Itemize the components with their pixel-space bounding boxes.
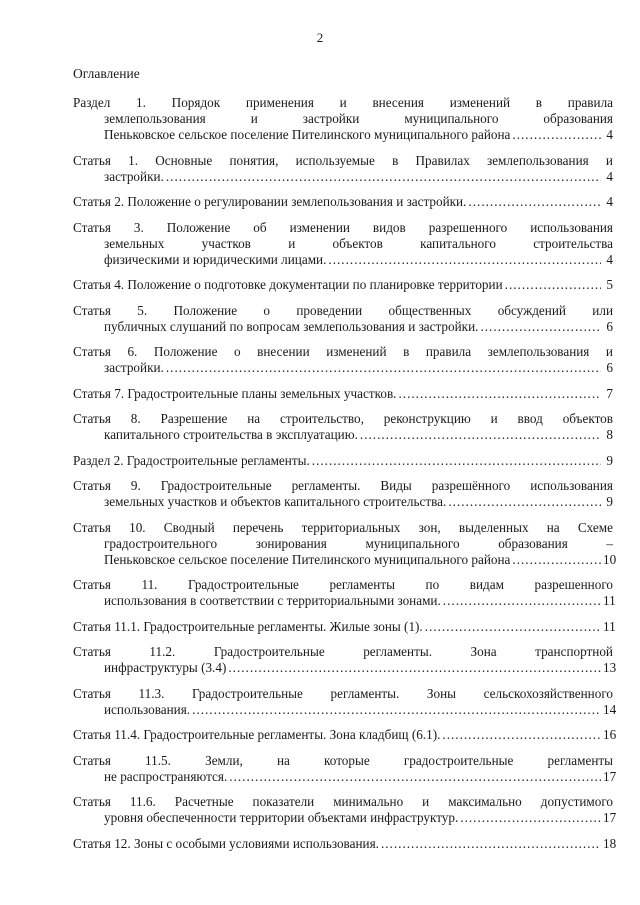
toc-entry[interactable]	[73, 752, 617, 785]
toc-entry-line: земельных участков и объектов капитального строительства	[104, 235, 613, 251]
toc-entry[interactable]	[73, 835, 617, 852]
dot-leader	[381, 836, 601, 852]
toc-entry[interactable]	[73, 727, 617, 743]
toc-entry[interactable]	[73, 519, 617, 568]
toc-title: Оглавление	[73, 66, 140, 81]
toc-entry-text: Статья 11.4. Градостроительные регламенты. Зона кладбищ (6.1).	[73, 727, 441, 742]
toc-entry-text: использования в соответствии с территориальными зонами.	[104, 593, 441, 608]
toc-entry-last-line	[73, 701, 617, 718]
toc-page-number: 5	[606, 277, 613, 292]
toc-entry-text: земельных участков и объектов капитального строительства.	[104, 494, 447, 509]
toc-page-number: 13	[603, 660, 617, 675]
toc-entry-line: Статья 11.3. Градостроительные регламенты. Зоны сельскохозяйственного	[73, 685, 613, 701]
toc-entry-last-line	[73, 169, 613, 185]
toc-page-number: 8	[606, 427, 613, 442]
toc-entry-text: Раздел 2. Градостроительные регламенты.	[73, 452, 310, 468]
dot-leader	[512, 552, 601, 568]
toc-entry[interactable]	[73, 277, 613, 293]
toc-entry-last-line	[73, 360, 613, 376]
dot-leader	[425, 619, 601, 635]
dot-leader	[166, 169, 601, 185]
toc-entry-text: Пеньковское сельское поселение Пителинского муниципального района	[104, 127, 511, 142]
toc-entry-last-line	[73, 768, 617, 785]
dot-leader	[460, 810, 601, 826]
toc-entry-line: Статья 11.6. Расчетные показатели минимально и максимально допустимого	[73, 794, 613, 809]
toc-entry-line: Раздел 1. Порядок применения и внесения изменений в правила	[73, 95, 613, 110]
toc-entry-last-line	[73, 252, 613, 268]
toc-page-number: 9	[606, 494, 613, 509]
toc-entry-text: Статья 7. Градостроительные планы земельных участков.	[73, 385, 397, 401]
toc-page-number: 17	[603, 810, 617, 825]
toc-entry-last-line	[73, 319, 613, 335]
toc-page-number: 4	[606, 168, 613, 184]
toc-entry-text: Статья 4. Положение о подготовке документации по планировке территории	[73, 277, 503, 292]
toc-entry-last-line	[73, 453, 613, 469]
toc-entry-text: физическими и юридическими лицами.	[104, 251, 327, 267]
toc-entry[interactable]	[73, 411, 613, 443]
toc-entry-line: Статья 5. Положение о проведении общественных обсуждений или	[73, 302, 613, 318]
toc-entry[interactable]	[73, 95, 613, 143]
toc-entry[interactable]	[73, 153, 613, 185]
toc-entry-line: Статья 10. Сводный перечень территориальных зон, выделенных на Схеме	[73, 519, 613, 535]
toc-entry-text: Статья 11.1. Градостроительные регламенты. Жилые зоны (1).	[73, 618, 423, 634]
toc-entry[interactable]	[73, 344, 613, 376]
dot-leader	[166, 360, 601, 376]
dot-leader	[229, 769, 601, 785]
page-number: 2	[316, 30, 324, 45]
toc-entry-text: инфраструктуры (3.4)	[104, 660, 227, 675]
toc-entry[interactable]	[73, 644, 617, 676]
toc-entry-line: Статья 9. Градостроительные регламенты. Виды разрешённого использования	[73, 478, 613, 493]
toc-entry-text: публичных слушаний по вопросам землепользования и застройки.	[104, 318, 479, 334]
toc-entry[interactable]	[73, 794, 617, 826]
dot-leader	[192, 702, 601, 718]
toc-page-number: 14	[603, 701, 617, 717]
toc-entry-text: использования.	[104, 701, 191, 717]
toc-entry[interactable]	[73, 685, 617, 718]
toc-entry[interactable]	[73, 220, 613, 268]
toc-entry-text: Статья 12. Зоны с особыми условиями использования.	[73, 835, 379, 851]
toc-entry-line: градостроительного зонирования муниципального образования –	[104, 535, 613, 551]
dot-leader	[442, 727, 601, 743]
toc-entry-last-line	[73, 618, 616, 635]
toc-entry-last-line	[73, 593, 616, 609]
dot-leader	[360, 427, 601, 443]
dot-leader	[448, 494, 601, 510]
toc-entry-last-line	[73, 660, 617, 676]
dot-leader	[468, 194, 601, 210]
toc-page-number: 9	[606, 452, 613, 468]
dot-leader	[312, 453, 601, 469]
toc-entry[interactable]	[73, 194, 613, 210]
toc-entry[interactable]	[73, 386, 613, 402]
toc-entry-last-line	[73, 194, 613, 210]
toc-page-number: 7	[606, 385, 613, 401]
toc-entry-text: застройки.	[104, 360, 164, 375]
toc-page-number: 6	[606, 360, 613, 375]
toc-page-number: 18	[603, 835, 617, 851]
toc-entry-text: уровня обеспеченности территории объектами инфраструктур.	[104, 810, 459, 825]
toc-entry-text: Статья 2. Положение о регулировании землепользования и застройки.	[73, 194, 467, 209]
toc-entry-last-line	[73, 127, 613, 143]
toc-page-number: 4	[606, 127, 613, 142]
toc-page-number: 10	[603, 551, 617, 567]
toc-entry-line: землепользования и застройки муниципального образования	[104, 111, 613, 126]
toc-entry-line: Статья 11. Градостроительные регламенты по видам разрешенного	[73, 577, 613, 592]
toc-entry-line: Статья 1. Основные понятия, используемые в Правилах землепользования и	[73, 152, 613, 168]
toc-entry-last-line	[73, 427, 613, 443]
dot-leader	[328, 252, 601, 268]
toc-entry-last-line	[73, 835, 617, 852]
toc-entry-text: застройки.	[104, 168, 164, 184]
dot-leader	[505, 277, 601, 293]
toc-entry[interactable]	[73, 303, 613, 335]
toc-entry-last-line	[73, 386, 613, 402]
toc-entry-line: Статья 11.5. Земли, на которые градостроительные регламенты	[73, 752, 613, 768]
dot-leader	[398, 386, 601, 402]
toc-entry-text: капитального строительства в эксплуатацию.	[104, 427, 358, 442]
toc-page-number: 6	[606, 318, 613, 334]
toc-page-number: 4	[606, 251, 613, 267]
dot-leader	[480, 319, 601, 335]
toc-entry-last-line	[73, 494, 613, 510]
toc-entry-text: не распространяются.	[104, 768, 228, 784]
dot-leader	[512, 127, 601, 143]
toc-entry[interactable]	[73, 618, 616, 635]
toc-entry-last-line	[73, 551, 617, 568]
toc-entry-line: Статья 6. Положение о внесении изменений в правила землепользования и	[73, 344, 613, 359]
toc-page-number: 16	[603, 727, 617, 742]
toc-page-number: 17	[603, 768, 617, 784]
toc-page-number: 11	[603, 593, 616, 608]
toc-entry-line: Статья 11.2. Градостроительные регламенты. Зона транспортной	[73, 644, 613, 659]
dot-leader	[443, 593, 601, 609]
toc-entry-last-line	[73, 810, 617, 826]
toc-entry-last-line	[73, 277, 613, 293]
toc-entry-line: Статья 3. Положение об изменении видов разрешенного использования	[73, 219, 613, 235]
toc-entry-last-line	[73, 727, 617, 743]
table-of-contents	[73, 95, 617, 861]
toc-entry[interactable]	[73, 453, 613, 469]
toc-entry[interactable]	[73, 577, 616, 609]
dot-leader	[228, 660, 601, 676]
toc-entry[interactable]	[73, 478, 613, 510]
toc-entry-text: Пеньковское сельское поселение Пителинского муниципального района	[104, 551, 511, 567]
toc-page-number: 11	[603, 618, 616, 634]
toc-entry-line: Статья 8. Разрешение на строительство, реконструкцию и ввод объектов	[73, 411, 613, 426]
toc-page-number: 4	[606, 194, 613, 209]
